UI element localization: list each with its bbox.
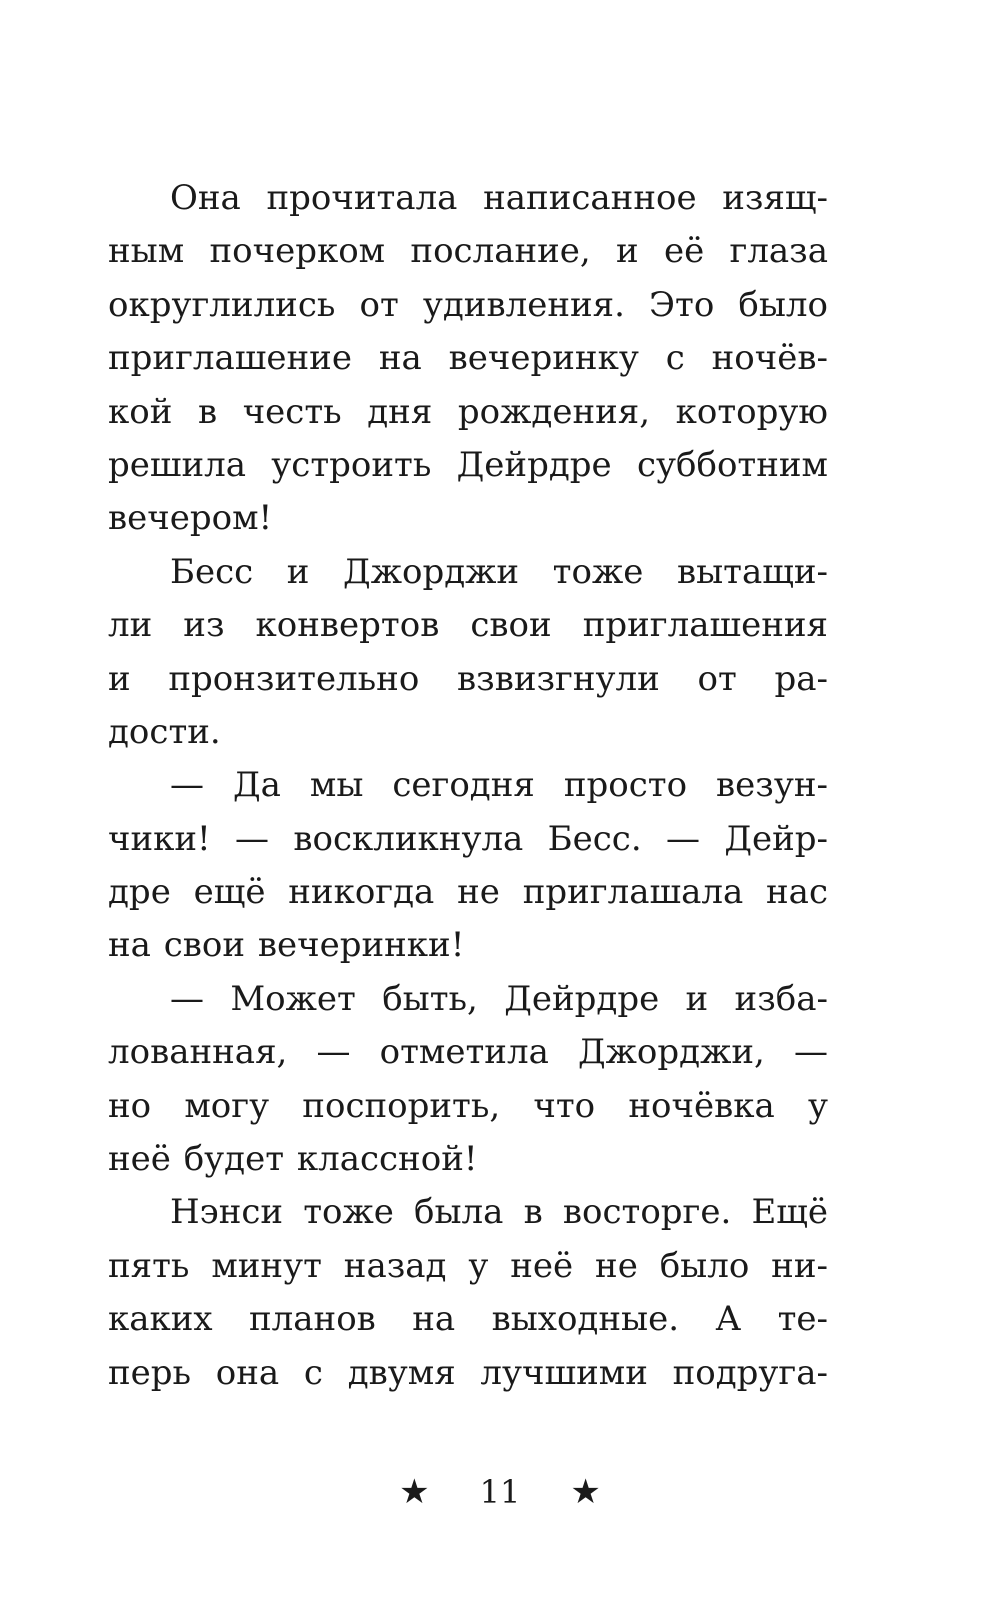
text-line: перь она с двумя лучшими подруга- [108, 1352, 828, 1393]
text-line: Нэнси тоже была в восторге. Ещё [170, 1192, 828, 1233]
text-line: лованная, — отметила Джорджи, — [108, 1032, 828, 1073]
text-line: — Может быть, Дейрдре и изба- [170, 978, 828, 1019]
text-line: — Да мы сегодня просто везун- [170, 765, 828, 806]
text-line: и пронзительно взвизгнули от ра- [108, 658, 828, 699]
page-footer [0, 1462, 1000, 1522]
text-line: приглашение на вечеринку с ночёв- [108, 338, 828, 379]
page-number: 11 [479, 1473, 521, 1511]
text-line: чики! — воскликнула Бесс. — Дейр- [108, 818, 828, 859]
text-line: каких планов на выходные. А те- [108, 1299, 828, 1340]
text-line: кой в честь дня рождения, которую [108, 391, 828, 432]
text-line: округлились от удивления. Это было [108, 284, 828, 325]
text-line: неё будет классной! [108, 1139, 478, 1180]
text-line: решила устроить Дейрдре субботним [108, 444, 828, 485]
star-ornament-right-icon: ★ [570, 1472, 601, 1512]
body-text [108, 172, 828, 1400]
text-line: дре ещё никогда не приглашала нас [108, 872, 828, 913]
text-line: ли из конвертов свои приглашения [108, 605, 828, 646]
text-line: пять минут назад у неё не было ни- [108, 1245, 828, 1286]
text-line: Она прочитала написанное изящ- [170, 178, 828, 218]
text-line: на свои вечеринки! [108, 925, 465, 966]
star-ornament-left-icon: ★ [399, 1472, 430, 1512]
text-line: дости. [108, 711, 221, 752]
text-line: вечером! [108, 498, 273, 539]
text-line: но могу поспорить, что ночёвка у [108, 1085, 828, 1126]
text-line: ным почерком послание, и её глаза [108, 231, 828, 272]
text-line: Бесс и Джорджи тоже вытащи- [170, 551, 828, 592]
